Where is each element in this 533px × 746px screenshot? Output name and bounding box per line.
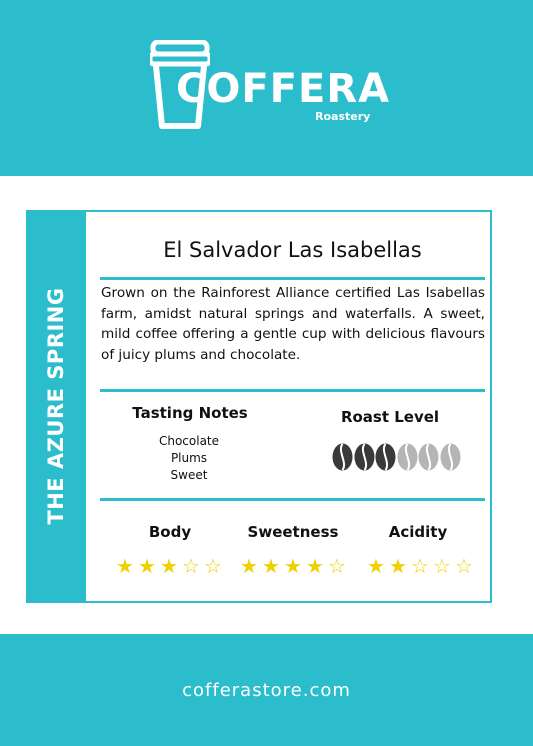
star-filled-icon: ★ <box>240 554 258 578</box>
divider <box>100 498 485 501</box>
divider <box>100 277 485 280</box>
star-filled-icon: ★ <box>160 554 178 578</box>
star-empty-icon: ☆ <box>204 554 222 578</box>
star-empty-icon: ☆ <box>411 554 429 578</box>
star-filled-icon: ★ <box>262 554 280 578</box>
star-empty-icon: ☆ <box>433 554 451 578</box>
star-filled-icon: ★ <box>138 554 156 578</box>
rating-label-body: Body <box>148 523 192 541</box>
star-filled-icon: ★ <box>367 554 385 578</box>
tasting-note: Plums <box>170 451 208 465</box>
tasting-note: Chocolate <box>158 434 220 448</box>
coffee-bean-dark-icon <box>354 443 375 471</box>
coffee-bean-light-icon <box>418 443 439 471</box>
coffee-bean-light-icon <box>397 443 418 471</box>
rating-stars-body <box>114 554 224 578</box>
roast-level-heading: Roast Level <box>340 408 440 426</box>
divider <box>100 389 485 392</box>
product-description: Grown on the Rainforest Alliance certified Las Isabellas farm, amidst natural springs and waterfalls. A sweet, mild coffee offering a gentle cup with delicious flavours of juicy plums and chocolate. <box>101 285 485 363</box>
tasting-note: Sweet <box>170 468 208 482</box>
star-empty-icon: ☆ <box>455 554 473 578</box>
star-filled-icon: ★ <box>389 554 407 578</box>
product-title: El Salvador Las Isabellas <box>163 238 422 262</box>
star-filled-icon: ★ <box>284 554 302 578</box>
star-empty-icon: ☆ <box>182 554 200 578</box>
coffee-bean-dark-icon <box>375 443 396 471</box>
star-empty-icon: ☆ <box>328 554 346 578</box>
roast-level-meter <box>332 443 462 473</box>
tasting-notes-list <box>139 433 239 484</box>
brand-subtitle: Roastery <box>315 110 371 123</box>
coffee-bean-dark-icon <box>332 443 353 471</box>
store-url[interactable]: cofferastore.com <box>182 680 351 701</box>
brand-name: COFFERA <box>176 66 391 112</box>
rating-label-acidity: Acidity <box>388 523 448 541</box>
collection-name: THE AZURE SPRING <box>44 287 68 525</box>
star-filled-icon: ★ <box>306 554 324 578</box>
rating-label-sweetness: Sweetness <box>247 523 339 541</box>
tasting-notes-heading: Tasting Notes <box>132 404 248 422</box>
coffee-bean-light-icon <box>440 443 461 471</box>
rating-stars-acidity <box>365 554 475 578</box>
rating-stars-sweetness <box>238 554 348 578</box>
brand-logo <box>150 40 390 132</box>
header-banner <box>0 0 533 176</box>
star-filled-icon: ★ <box>116 554 134 578</box>
